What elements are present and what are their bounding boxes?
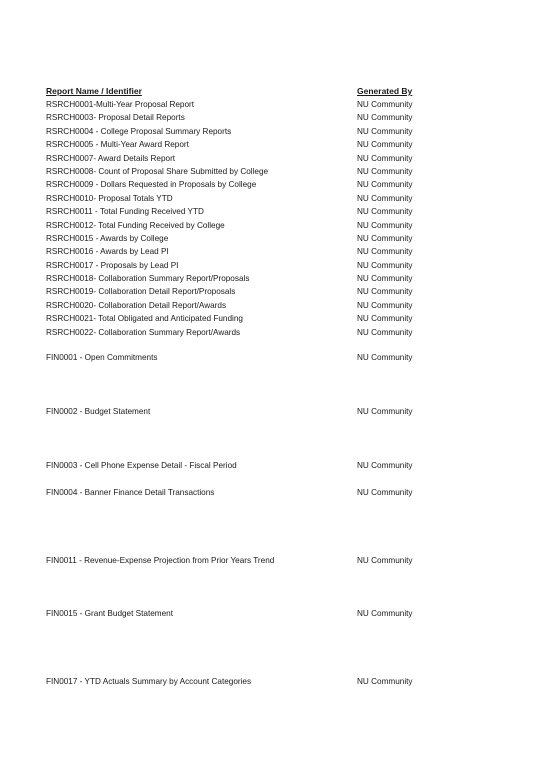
generated-by: NU Community xyxy=(357,233,413,243)
table-row xyxy=(46,286,426,299)
table-header xyxy=(46,86,426,98)
generated-by: NU Community xyxy=(357,140,413,150)
generated-by: NU Community xyxy=(357,314,413,324)
report-name: RSRCH0019- Collaboration Detail Report/Proposals xyxy=(46,287,236,297)
report-name: RSRCH0015 - Awards by College xyxy=(46,233,169,243)
table-row xyxy=(46,206,426,219)
report-name: RSRCH0016 - Awards by Lead PI xyxy=(46,247,169,257)
generated-by: NU Community xyxy=(357,113,413,123)
table-row xyxy=(46,352,426,364)
generated-by: NU Community xyxy=(357,677,413,686)
table-row xyxy=(46,220,426,233)
table-row xyxy=(46,153,426,166)
generated-by: NU Community xyxy=(357,407,413,416)
table-row xyxy=(46,193,426,206)
generated-by: NU Community xyxy=(357,207,413,217)
generated-by: NU Community xyxy=(357,100,413,109)
table-row xyxy=(46,487,426,499)
table-row xyxy=(46,608,426,620)
report-name: RSRCH0005 - Multi-Year Award Report xyxy=(46,140,189,150)
generated-by: NU Community xyxy=(357,353,413,362)
generated-by: NU Community xyxy=(357,274,413,284)
report-name: FIN0015 - Grant Budget Statement xyxy=(46,609,173,618)
rsrch-report-list xyxy=(46,99,426,340)
generated-by: NU Community xyxy=(357,488,413,497)
table-row xyxy=(46,273,426,286)
report-name: FIN0001 - Open Commitments xyxy=(46,353,158,362)
generated-by: NU Community xyxy=(357,287,413,297)
report-name-header: Report Name / Identifier xyxy=(46,86,142,96)
table-row xyxy=(46,676,426,688)
table-row xyxy=(46,112,426,125)
generated-by: NU Community xyxy=(357,260,413,270)
report-name: RSRCH0022- Collaboration Summary Report/Awards xyxy=(46,327,241,337)
report-name: RSRCH0009 - Dollars Requested in Proposals by College xyxy=(46,180,257,190)
report-name: RSRCH0018- Collaboration Summary Report/Proposals xyxy=(46,274,250,284)
report-name: RSRCH0021- Total Obligated and Anticipated Funding xyxy=(46,314,243,324)
generated-by: NU Community xyxy=(357,220,413,230)
table-row xyxy=(46,166,426,179)
report-name: RSRCH0020- Collaboration Detail Report/Awards xyxy=(46,300,227,310)
report-name: FIN0011 - Revenue-Expense Projection from Prior Years Trend xyxy=(46,556,275,565)
report-name: RSRCH0010- Proposal Totals YTD xyxy=(46,193,173,203)
report-name: FIN0002 - Budget Statement xyxy=(46,407,151,416)
generated-by: NU Community xyxy=(357,153,413,163)
report-name: RSRCH0003- Proposal Detail Reports xyxy=(46,113,185,123)
report-name: RSRCH0008- Count of Proposal Share Submitted by College xyxy=(46,166,269,176)
table-row xyxy=(46,406,426,418)
report-name: RSRCH0011 - Total Funding Received YTD xyxy=(46,207,204,217)
report-name: FIN0017 - YTD Actuals Summary by Account Categories xyxy=(46,677,252,686)
report-name: RSRCH0017 - Proposals by Lead PI xyxy=(46,260,179,270)
report-name: RSRCH0012- Total Funding Received by College xyxy=(46,220,225,230)
report-name: RSRCH0004 - College Proposal Summary Reports xyxy=(46,126,232,136)
generated-by: NU Community xyxy=(357,180,413,190)
table-row xyxy=(46,460,426,472)
generated-by: NU Community xyxy=(357,327,413,337)
generated-by-header: Generated By xyxy=(357,86,413,96)
table-row xyxy=(46,139,426,152)
table-row xyxy=(46,99,426,112)
table-row xyxy=(46,313,426,326)
report-name: RSRCH0001-Multi-Year Proposal Report xyxy=(46,100,195,109)
table-row xyxy=(46,300,426,313)
table-row xyxy=(46,555,426,567)
table-row xyxy=(46,233,426,246)
generated-by: NU Community xyxy=(357,556,413,565)
generated-by: NU Community xyxy=(357,126,413,136)
report-name: RSRCH0007- Award Details Report xyxy=(46,153,176,163)
generated-by: NU Community xyxy=(357,247,413,257)
generated-by: NU Community xyxy=(357,461,413,470)
generated-by: NU Community xyxy=(357,166,413,176)
table-row xyxy=(46,260,426,273)
table-row xyxy=(46,179,426,192)
generated-by: NU Community xyxy=(357,193,413,203)
table-row xyxy=(46,126,426,139)
table-row xyxy=(46,327,426,340)
table-row xyxy=(46,246,426,259)
report-name: FIN0004 - Banner Finance Detail Transactions xyxy=(46,488,215,497)
report-name: FIN0003 - Cell Phone Expense Detail - Fiscal Period xyxy=(46,461,237,470)
generated-by: NU Community xyxy=(357,300,413,310)
generated-by: NU Community xyxy=(357,609,413,618)
